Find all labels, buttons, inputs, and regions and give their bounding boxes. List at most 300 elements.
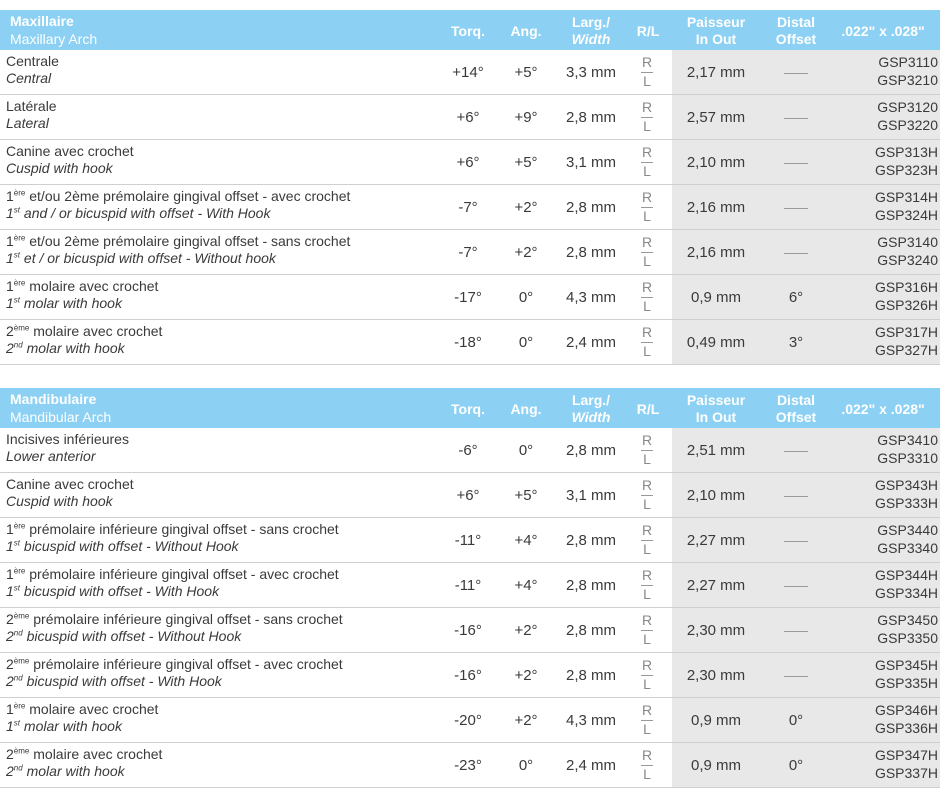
part-code-left: GSP324H xyxy=(874,207,938,223)
section-title: Mandibulaire xyxy=(10,391,97,407)
angulation-value: 0° xyxy=(518,756,534,774)
table-row xyxy=(0,50,940,95)
header-distal: Distal xyxy=(776,392,816,408)
right-left-indicator xyxy=(637,189,657,225)
french-text-rest: molaire avec crochet xyxy=(29,323,163,339)
left-label: L xyxy=(643,253,651,269)
distal-offset-dash xyxy=(784,586,808,587)
table-row xyxy=(0,275,940,320)
torque-value: -16° xyxy=(454,621,482,639)
left-label: L xyxy=(643,163,651,179)
thickness-value: 2,10 mm xyxy=(686,153,746,171)
french-text-rest: molaire avec crochet xyxy=(25,701,159,717)
width-value: 2,8 mm xyxy=(565,441,616,459)
english-text-rest: bicuspid with offset - Without Hook xyxy=(20,538,239,554)
left-label: L xyxy=(643,298,651,314)
part-code-right: GSP343H xyxy=(874,477,938,493)
english-text-rest: bicuspid with offset - With Hook xyxy=(22,673,222,689)
part-code-right: GSP345H xyxy=(874,657,938,673)
header-paisseur: Paisseur xyxy=(686,14,746,30)
table-row xyxy=(0,518,940,563)
table-row xyxy=(0,563,940,608)
french-text-rest: prémolaire inférieure gingival offset - avec crochet xyxy=(25,566,339,582)
right-label: R xyxy=(641,234,653,250)
table-row xyxy=(0,428,940,473)
right-label: R xyxy=(641,612,653,628)
description-english xyxy=(6,115,49,131)
thickness-value: 2,27 mm xyxy=(686,531,746,549)
distal-offset-dash xyxy=(784,163,808,164)
angulation-value: +4° xyxy=(514,531,538,549)
french-ordinal: ème xyxy=(13,323,30,333)
right-label: R xyxy=(641,324,653,340)
part-code-right: GSP346H xyxy=(874,702,938,718)
french-text: 1 xyxy=(6,233,14,249)
width-value: 2,8 mm xyxy=(565,108,616,126)
right-left-indicator xyxy=(637,522,657,558)
section-subtitle: Maxillary Arch xyxy=(10,31,98,47)
english-ordinal: st xyxy=(13,295,21,305)
thickness-value: 0,9 mm xyxy=(690,288,741,306)
part-codes xyxy=(828,98,938,134)
right-label: R xyxy=(641,567,653,583)
angulation-value: +2° xyxy=(514,198,538,216)
distal-offset-value: 0° xyxy=(788,756,804,774)
french-ordinal: ème xyxy=(13,611,30,621)
right-left-indicator xyxy=(637,747,657,783)
header-torq: Torq. xyxy=(451,23,485,39)
french-ordinal: ère xyxy=(13,701,26,711)
english-text-rest: molar with hook xyxy=(20,295,122,311)
torque-value: +14° xyxy=(452,63,484,81)
torque-value: +6° xyxy=(456,486,480,504)
right-label: R xyxy=(641,432,653,448)
right-left-indicator xyxy=(637,99,657,135)
part-codes xyxy=(828,701,938,737)
left-label: L xyxy=(643,208,651,224)
thickness-value: 2,17 mm xyxy=(686,63,746,81)
width-value: 3,1 mm xyxy=(565,486,616,504)
left-label: L xyxy=(643,766,651,782)
right-label: R xyxy=(641,54,653,70)
width-value: 3,1 mm xyxy=(565,153,616,171)
angulation-value: +2° xyxy=(514,621,538,639)
left-label: L xyxy=(643,631,651,647)
torque-value: -20° xyxy=(454,711,482,729)
part-codes xyxy=(828,431,938,467)
description-french xyxy=(6,656,343,672)
description-english xyxy=(6,160,113,176)
distal-offset-value: 3° xyxy=(788,333,804,351)
thickness-value: 2,57 mm xyxy=(686,108,746,126)
french-text-rest: et/ou 2ème prémolaire gingival offset - avec crochet xyxy=(25,188,351,204)
french-text: Latérale xyxy=(6,98,57,114)
distal-offset-dash xyxy=(784,253,808,254)
part-code-right: GSP3450 xyxy=(877,612,938,628)
torque-value: -7° xyxy=(458,198,478,216)
header-offset: Offset xyxy=(775,31,817,47)
width-value: 2,8 mm xyxy=(565,531,616,549)
english-text: 1 xyxy=(6,718,14,734)
thickness-value: 2,30 mm xyxy=(686,666,746,684)
torque-value: -17° xyxy=(454,288,482,306)
part-code-right: GSP344H xyxy=(874,567,938,583)
table-row xyxy=(0,653,940,698)
french-ordinal: ère xyxy=(13,233,26,243)
header-paisseur: Paisseur xyxy=(686,392,746,408)
header-distal: Distal xyxy=(776,14,816,30)
description-french xyxy=(6,53,59,69)
description-french xyxy=(6,431,129,447)
french-text: Canine avec crochet xyxy=(6,476,134,492)
table-row xyxy=(0,320,940,365)
angulation-value: +4° xyxy=(514,576,538,594)
angulation-value: 0° xyxy=(518,441,534,459)
angulation-value: +2° xyxy=(514,666,538,684)
french-text-rest: molaire avec crochet xyxy=(25,278,159,294)
section-subtitle: Mandibular Arch xyxy=(10,409,112,425)
spec-table-maxillary xyxy=(0,10,940,365)
french-text: 1 xyxy=(6,566,14,582)
torque-value: -11° xyxy=(454,576,482,594)
part-codes xyxy=(828,566,938,602)
english-ordinal: st xyxy=(13,538,21,548)
french-text: 2 xyxy=(6,611,14,627)
english-text-rest: and / or bicuspid with offset - With Hook xyxy=(20,205,271,221)
width-value: 3,3 mm xyxy=(565,63,616,81)
section-title: Maxillaire xyxy=(10,13,74,29)
header-larg: Larg./ xyxy=(571,392,611,408)
english-text: 1 xyxy=(6,295,14,311)
right-label: R xyxy=(641,522,653,538)
thickness-value: 0,9 mm xyxy=(690,711,741,729)
angulation-value: +5° xyxy=(514,63,538,81)
thickness-value: 0,9 mm xyxy=(690,756,741,774)
english-ordinal: nd xyxy=(13,628,23,638)
spec-table-mandibular xyxy=(0,388,940,788)
part-code-left: GSP3220 xyxy=(877,117,938,133)
part-code-right: GSP314H xyxy=(874,189,938,205)
part-code-right: GSP3110 xyxy=(878,54,938,70)
left-label: L xyxy=(643,73,651,89)
left-label: L xyxy=(643,721,651,737)
english-text-rest: bicuspid with offset - Without Hook xyxy=(22,628,242,644)
part-codes xyxy=(828,746,938,782)
right-left-indicator xyxy=(637,279,657,315)
description-english xyxy=(6,70,51,86)
description-french xyxy=(6,98,57,114)
left-label: L xyxy=(643,118,651,134)
header-width-wrap xyxy=(556,409,626,425)
distal-offset-dash xyxy=(784,676,808,677)
description-english xyxy=(6,205,270,221)
angulation-value: +5° xyxy=(514,153,538,171)
description-french xyxy=(6,566,339,582)
french-text-rest: et/ou 2ème prémolaire gingival offset - sans crochet xyxy=(25,233,351,249)
width-value: 4,3 mm xyxy=(565,288,616,306)
header-ang: Ang. xyxy=(510,401,542,417)
width-value: 2,4 mm xyxy=(565,333,616,351)
width-value: 2,4 mm xyxy=(565,756,616,774)
header-inout: In Out xyxy=(695,409,737,425)
part-code-right: GSP317H xyxy=(874,324,938,340)
right-left-indicator xyxy=(637,702,657,738)
right-label: R xyxy=(641,279,653,295)
distal-offset-dash xyxy=(784,631,808,632)
right-label: R xyxy=(641,702,653,718)
part-code-left: GSP337H xyxy=(874,765,938,781)
thickness-value: 2,51 mm xyxy=(686,441,746,459)
part-codes xyxy=(828,233,938,269)
english-ordinal: st xyxy=(13,718,21,728)
right-label: R xyxy=(641,477,653,493)
table-row xyxy=(0,743,940,788)
description-english xyxy=(6,718,122,734)
torque-value: -11° xyxy=(454,531,482,549)
part-codes xyxy=(828,521,938,557)
description-french xyxy=(6,476,134,492)
french-text: 2 xyxy=(6,746,14,762)
table-header xyxy=(0,10,940,50)
distal-offset-dash xyxy=(784,451,808,452)
table-header xyxy=(0,388,940,428)
english-text: Lower anterior xyxy=(6,448,96,464)
description-french xyxy=(6,701,158,717)
right-label: R xyxy=(641,747,653,763)
left-label: L xyxy=(643,451,651,467)
left-label: L xyxy=(643,541,651,557)
part-code-right: GSP3120 xyxy=(877,99,938,115)
french-text: 1 xyxy=(6,188,14,204)
french-ordinal: ère xyxy=(13,566,26,576)
part-codes xyxy=(828,143,938,179)
description-french xyxy=(6,233,350,249)
right-left-indicator xyxy=(637,432,657,468)
header-inout: In Out xyxy=(695,31,737,47)
description-english xyxy=(6,763,125,779)
part-code-right: GSP313H xyxy=(874,144,938,160)
right-left-indicator xyxy=(637,657,657,693)
distal-offset-dash xyxy=(784,541,808,542)
english-text: 2 xyxy=(6,763,14,779)
table-row xyxy=(0,95,940,140)
french-text: 2 xyxy=(6,656,14,672)
description-english xyxy=(6,538,239,554)
width-value: 2,8 mm xyxy=(565,621,616,639)
part-code-right: GSP347H xyxy=(874,747,938,763)
header-size: .022" x .028" xyxy=(841,23,925,39)
thickness-value: 2,27 mm xyxy=(686,576,746,594)
right-left-indicator xyxy=(637,324,657,360)
description-french xyxy=(6,746,162,762)
description-french xyxy=(6,521,339,537)
thickness-value: 2,30 mm xyxy=(686,621,746,639)
english-text: 2 xyxy=(6,340,14,356)
width-value: 4,3 mm xyxy=(565,711,616,729)
part-code-right: GSP3440 xyxy=(877,522,938,538)
french-text: Canine avec crochet xyxy=(6,143,134,159)
description-english xyxy=(6,448,96,464)
table-row xyxy=(0,608,940,653)
table-row xyxy=(0,230,940,275)
french-text-rest: prémolaire inférieure gingival offset - sans crochet xyxy=(29,611,343,627)
right-left-indicator xyxy=(637,612,657,648)
width-value: 2,8 mm xyxy=(565,198,616,216)
part-code-left: GSP326H xyxy=(874,297,938,313)
english-text-rest: molar with hook xyxy=(22,340,125,356)
english-text: 1 xyxy=(6,250,14,266)
header-rl: R/L xyxy=(636,401,660,417)
header-width: Width xyxy=(571,409,611,425)
french-text: 1 xyxy=(6,278,14,294)
french-text: Incisives inférieures xyxy=(6,431,129,447)
english-text: Cuspid with hook xyxy=(6,493,113,509)
left-label: L xyxy=(643,676,651,692)
table-row xyxy=(0,698,940,743)
english-ordinal: st xyxy=(13,250,21,260)
part-code-left: GSP3240 xyxy=(877,252,938,268)
french-ordinal: ère xyxy=(13,188,26,198)
description-french xyxy=(6,611,343,627)
angulation-value: 0° xyxy=(518,288,534,306)
english-text: 2 xyxy=(6,628,14,644)
torque-value: +6° xyxy=(456,108,480,126)
thickness-value: 2,16 mm xyxy=(686,243,746,261)
description-english xyxy=(6,295,122,311)
part-code-left: GSP3350 xyxy=(877,630,938,646)
part-code-left: GSP3340 xyxy=(877,540,938,556)
thickness-value: 2,10 mm xyxy=(686,486,746,504)
english-ordinal: nd xyxy=(13,340,23,350)
part-code-left: GSP336H xyxy=(874,720,938,736)
torque-value: -23° xyxy=(454,756,482,774)
part-code-right: GSP3140 xyxy=(877,234,938,250)
english-ordinal: st xyxy=(13,205,21,215)
distal-offset-dash xyxy=(784,73,808,74)
header-width: Width xyxy=(571,31,611,47)
part-code-left: GSP3310 xyxy=(877,450,938,466)
torque-value: -16° xyxy=(454,666,482,684)
left-label: L xyxy=(643,343,651,359)
english-text-rest: molar with hook xyxy=(22,763,125,779)
description-english xyxy=(6,583,219,599)
torque-value: -6° xyxy=(458,441,478,459)
part-codes xyxy=(828,476,938,512)
description-french xyxy=(6,143,134,159)
distal-offset-dash xyxy=(784,496,808,497)
torque-value: +6° xyxy=(456,153,480,171)
table-row xyxy=(0,185,940,230)
english-text: Cuspid with hook xyxy=(6,160,113,176)
thickness-value: 0,49 mm xyxy=(686,333,746,351)
english-text: Lateral xyxy=(6,115,49,131)
french-text: 1 xyxy=(6,521,14,537)
description-french xyxy=(6,188,350,204)
table-row xyxy=(0,140,940,185)
english-text: 2 xyxy=(6,673,14,689)
width-value: 2,8 mm xyxy=(565,243,616,261)
english-ordinal: nd xyxy=(13,673,23,683)
header-width-wrap xyxy=(556,31,626,47)
english-text: 1 xyxy=(6,583,14,599)
part-code-left: GSP3210 xyxy=(877,72,938,88)
description-english xyxy=(6,340,125,356)
part-code-left: GSP327H xyxy=(874,342,938,358)
french-text-rest: prémolaire inférieure gingival offset - sans crochet xyxy=(25,521,339,537)
distal-offset-dash xyxy=(784,208,808,209)
french-ordinal: ème xyxy=(13,656,30,666)
english-text: Central xyxy=(6,70,52,86)
french-text-rest: molaire avec crochet xyxy=(29,746,163,762)
right-label: R xyxy=(641,657,653,673)
right-left-indicator xyxy=(637,54,657,90)
header-torq: Torq. xyxy=(451,401,485,417)
right-label: R xyxy=(641,189,653,205)
description-english xyxy=(6,628,241,644)
right-label: R xyxy=(641,144,653,160)
part-code-right: GSP3410 xyxy=(877,432,938,448)
english-text-rest: molar with hook xyxy=(20,718,122,734)
english-text: 1 xyxy=(6,205,14,221)
french-text-rest: prémolaire inférieure gingival offset - avec crochet xyxy=(29,656,343,672)
french-ordinal: ème xyxy=(13,746,30,756)
distal-offset-dash xyxy=(784,118,808,119)
left-label: L xyxy=(643,496,651,512)
header-size: .022" x .028" xyxy=(841,401,925,417)
angulation-value: +9° xyxy=(514,108,538,126)
torque-value: -18° xyxy=(454,333,482,351)
part-code-left: GSP333H xyxy=(874,495,938,511)
right-left-indicator xyxy=(637,144,657,180)
table-row xyxy=(0,473,940,518)
header-offset: Offset xyxy=(775,409,817,425)
part-code-left: GSP335H xyxy=(874,675,938,691)
left-label: L xyxy=(643,586,651,602)
angulation-value: +2° xyxy=(514,711,538,729)
part-code-left: GSP323H xyxy=(874,162,938,178)
part-codes xyxy=(828,188,938,224)
part-codes xyxy=(828,53,938,89)
angulation-value: 0° xyxy=(518,333,534,351)
part-codes xyxy=(828,656,938,692)
description-english xyxy=(6,673,222,689)
english-text: 1 xyxy=(6,538,14,554)
header-ang: Ang. xyxy=(510,23,542,39)
width-value: 2,8 mm xyxy=(565,666,616,684)
french-text: 2 xyxy=(6,323,14,339)
header-rl: R/L xyxy=(636,23,660,39)
part-codes xyxy=(828,611,938,647)
right-left-indicator xyxy=(637,567,657,603)
right-left-indicator xyxy=(637,477,657,513)
english-text-rest: bicuspid with offset - With Hook xyxy=(20,583,220,599)
french-text: Centrale xyxy=(6,53,59,69)
header-larg: Larg./ xyxy=(571,14,611,30)
english-ordinal: nd xyxy=(13,763,23,773)
description-french xyxy=(6,323,162,339)
part-codes xyxy=(828,323,938,359)
french-text: 1 xyxy=(6,701,14,717)
english-ordinal: st xyxy=(13,583,21,593)
distal-offset-value: 0° xyxy=(788,711,804,729)
french-ordinal: ère xyxy=(13,278,26,288)
right-left-indicator xyxy=(637,234,657,270)
description-english xyxy=(6,250,276,266)
description-english xyxy=(6,493,113,509)
thickness-value: 2,16 mm xyxy=(686,198,746,216)
angulation-value: +5° xyxy=(514,486,538,504)
part-code-right: GSP316H xyxy=(874,279,938,295)
